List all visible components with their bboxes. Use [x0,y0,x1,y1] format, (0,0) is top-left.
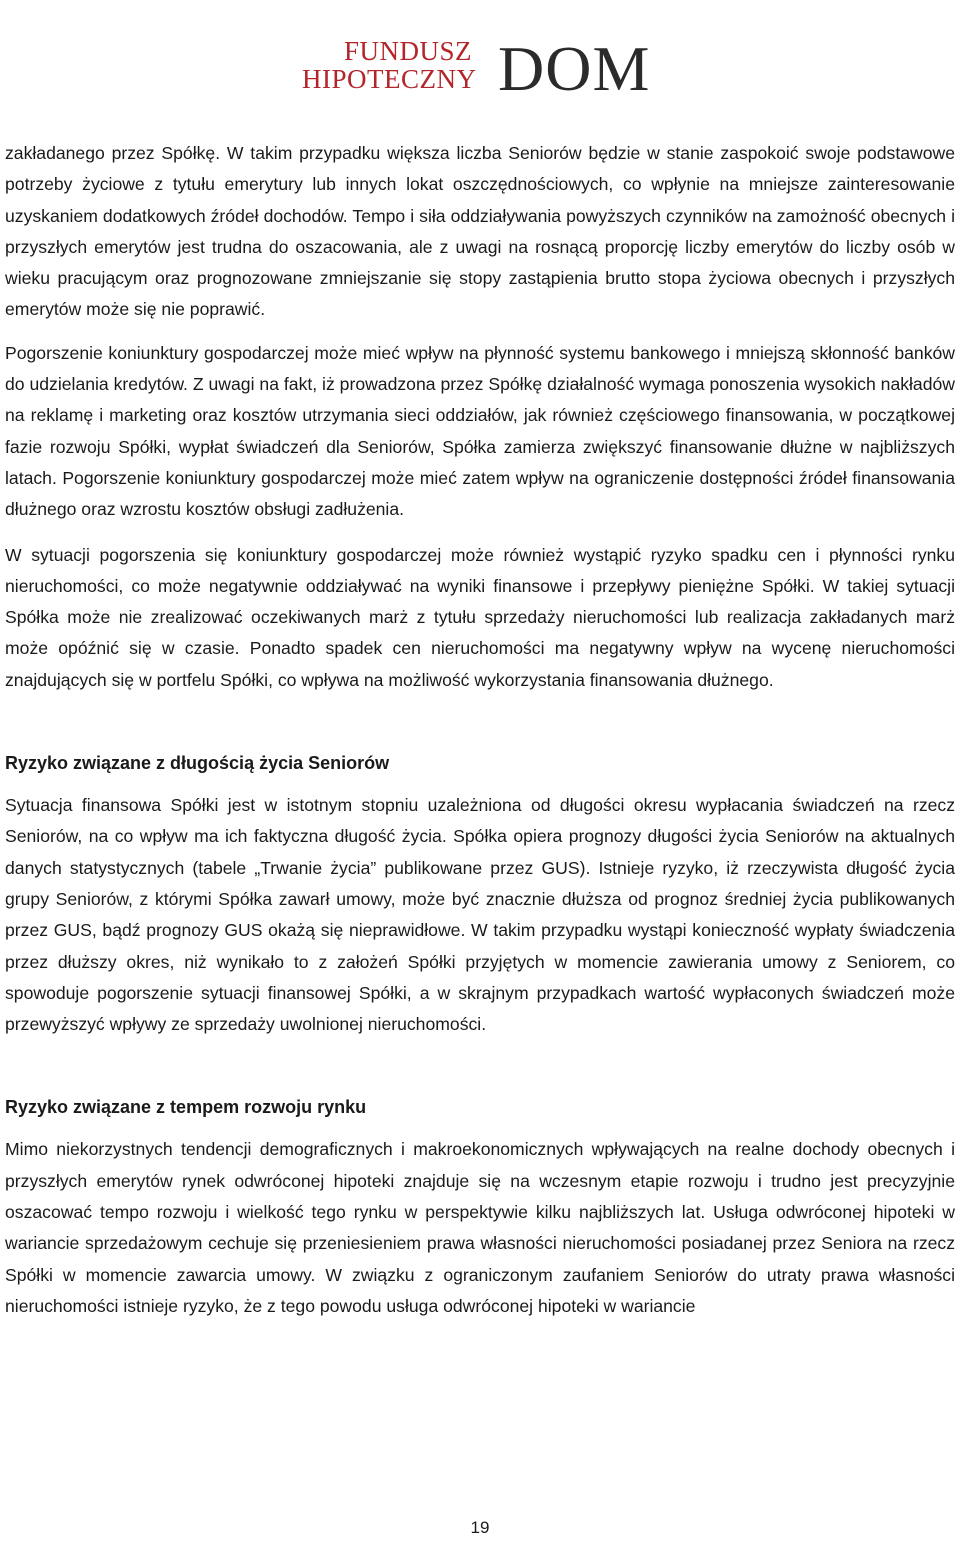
svg-text:HIPOTECZNY: HIPOTECZNY [302,64,477,94]
paragraph-market-growth: Mimo niekorzystnych tendencji demograficznych i makroekonomicznych wpływających na realne dochody obecnych i przyszłych emerytów rynek odwróconej hipoteki znajduje się na wczesnym etapie rozwoju i trudno jest precyzyjnie oszacować tempo rozwoju i wielkość tego rynku w perspektywie kilku najbliższych lat. Usługa odwróconej hipoteki w wariancie sprzedażowym cechuje się przeniesieniem prawa własności nieruchomości posiadanej przez Seniora na rzecz Spółki w momencie zawarcia umowy. W związku z ograniczonym zaufaniem Seniorów do utraty prawa własności nieruchomości istnieje ryzyko, że z tego powodu usługa odwróconej hipoteki w wariancie [5,1139,955,1316]
paragraph-continuation: zakładanego przez Spółkę. W takim przypadku większa liczba Seniorów będzie w stanie zaspokoić swoje podstawowe potrzeby życiowe z tytułu emerytury lub innych lokat oszczędnościowych, co wpłynie na mniejsze zainteresowanie uzyskaniem dodatkowych źródeł dochodów. Tempo i siła oddziaływania powyższych czynników na zamożność obecnych i przyszłych emerytów jest trudna do oszacowania, ale z uwagi na rosnącą proporcję liczby emerytów do liczby osób w wieku pracującym oraz prognozowane zmniejszanie się stopy zastąpienia brutto stopa życiowa obecnych i przyszłych emerytów może się nie poprawić. [5,143,955,320]
paragraph-real-estate-prices: W sytuacji pogorszenia się koniunktury gospodarczej może również wystąpić ryzyko spadku cen i płynności rynku nieruchomości, co może negatywnie oddziaływać na wyniki finansowe i przepływy pieniężne Spółki. W takiej sytuacji Spółka może nie zrealizować oczekiwanych marż z tytułu sprzedaży nieruchomości lub realizacja zakładanych marż może opóźnić się w czasie. Ponadto spadek cen nieruchomości ma negatywny wpływ na wycenę nieruchomości znajdujących się w portfelu Spółki, co wpływa na możliwość wykorzystania finansowania dłużnego. [5,544,955,690]
svg-text:DOM: DOM [498,33,651,100]
page-content [5,138,955,1336]
svg-text:FUNDUSZ: FUNDUSZ [344,36,473,66]
fundusz-hipoteczny-dom-logo [300,30,660,100]
section-heading-life-expectancy: Ryzyko związane z długością życia Seniorów [5,753,390,774]
page-header [0,0,960,110]
paragraph-life-expectancy: Sytuacja finansowa Spółki jest w istotnym stopniu uzależniona od długości okresu wypłacania świadczeń na rzecz Seniorów, na co wpływ ma ich faktyczna długość życia. Spółka opiera prognozy długości życia Seniorów na aktualnych danych statystycznych (tabele „Trwanie życia” publikowane przez GUS). Istnieje ryzyko, iż rzeczywista długość życia grupy Seniorów, z którymi Spółka zawarł umowy, może być znacznie dłuższa od prognoz średniej życia publikowanych przez GUS, bądź prognozy GUS okażą się nieprawidłowe. W takim przypadku wystąpi konieczność wypłaty świadczenia przez dłuższy okres, niż wynikało to z założeń Spółki przyjętych w momencie zawierania umowy z Seniorem, co spowoduje pogorszenie sytuacji finansowej Spółki, a w skrajnym przypadkach wartość wypłaconych świadczeń może przewyższyć wpływy ze sprzedaży uwolnionej nieruchomości. [5,795,955,1035]
section-heading-market-growth: Ryzyko związane z tempem rozwoju rynku [5,1097,367,1118]
paragraph-economic-downturn: Pogorszenie koniunktury gospodarczej może mieć wpływ na płynność systemu bankowego i mniejszą skłonność banków do udzielania kredytów. Z uwagi na fakt, iż prowadzona przez Spółkę działalność wymaga ponoszenia wysokich nakładów na reklamę i marketing oraz kosztów utrzymania sieci oddziałów, jak również częściowego finansowania, w początkowej fazie rozwoju Spółki, wypłat świadczeń dla Seniorów, Spółka zamierza zwiększyć finansowanie dłużne w najbliższych latach. Pogorszenie koniunktury gospodarczej może mieć zatem wpływ na ograniczenie dostępności źródeł finansowania dłużnego oraz wzrostu kosztów obsługi zadłużenia. [5,342,955,520]
page-number: 19 [470,1518,490,1537]
